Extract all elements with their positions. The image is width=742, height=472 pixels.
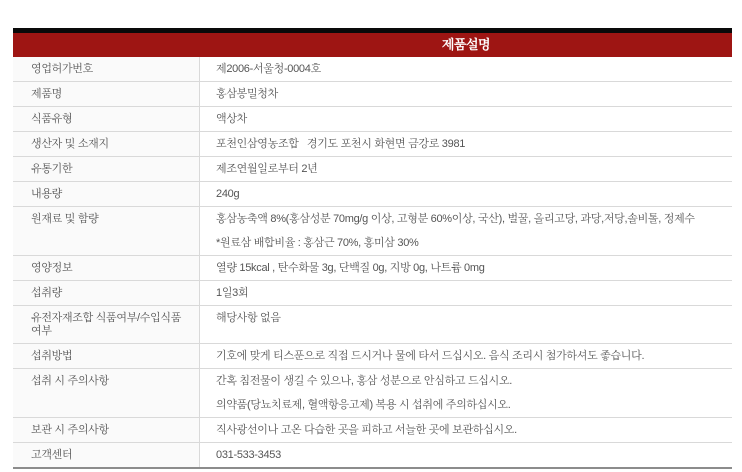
row-label: 내용량 [13, 182, 200, 206]
row-label: 섭취량 [13, 281, 200, 305]
table-row [13, 182, 732, 207]
row-value [200, 182, 732, 206]
table-row [13, 344, 732, 369]
row-value [200, 369, 732, 417]
row-value-line: 열량 15kcal , 탄수화물 3g, 단백질 0g, 지방 0g, 나트륨 0mg [216, 262, 485, 274]
table-row [13, 157, 732, 182]
row-value [200, 443, 732, 467]
row-value-line: 의약품(당뇨치료제, 혈액항응고제) 복용 시 섭취에 주의하십시오. [216, 399, 511, 411]
row-value [200, 157, 732, 181]
row-value [200, 256, 732, 280]
table-row [13, 207, 732, 256]
row-label: 식품유형 [13, 107, 200, 131]
row-label: 영업허가번호 [13, 57, 200, 81]
product-description-table [13, 28, 732, 469]
row-label: 영양정보 [13, 256, 200, 280]
table-row [13, 369, 732, 418]
row-value [200, 207, 732, 255]
table-row [13, 418, 732, 443]
row-value-line: 홍삼봉밀청차 [216, 88, 278, 100]
table-row [13, 82, 732, 107]
row-value [200, 107, 732, 131]
row-label: 유통기한 [13, 157, 200, 181]
row-value-line: 1일3회 [216, 287, 249, 299]
row-value [200, 132, 732, 156]
table-row [13, 256, 732, 281]
row-label: 보관 시 주의사항 [13, 418, 200, 442]
row-value-line: 기호에 맞게 티스푼으로 직접 드시거나 물에 타서 드십시오. 음식 조리시 첨가하셔도 좋습니다. [216, 350, 645, 362]
row-label: 고객센터 [13, 443, 200, 467]
row-value-line: 제조연월일로부터 2년 [216, 163, 318, 175]
table-row [13, 443, 732, 467]
row-value-line: 직사광선이나 고온 다습한 곳을 피하고 서늘한 곳에 보관하십시오. [216, 424, 517, 436]
row-value [200, 281, 732, 305]
row-value-line: 액상차 [216, 113, 247, 125]
row-value-line: 제2006-서울청-0004호 [216, 63, 321, 75]
row-value-line: 240g [216, 188, 240, 200]
table-row [13, 107, 732, 132]
table-row [13, 281, 732, 306]
table-bottom-bar [13, 467, 732, 469]
row-label: 제품명 [13, 82, 200, 106]
row-label: 유전자재조합 식품여부/수입식품여부 [13, 306, 200, 343]
row-value-line: *원료삼 배합비율 : 홍삼근 70%, 홍미삼 30% [216, 237, 419, 249]
table-row [13, 132, 732, 157]
table-row [13, 306, 732, 344]
table-title: 제품설명 [441, 37, 491, 52]
row-value-line: 간혹 침전물이 생길 수 있으나, 홍삼 성분으로 안심하고 드십시오. [216, 375, 513, 387]
row-value-line: 031-533-3453 [216, 449, 281, 461]
table-row [13, 57, 732, 82]
row-value [200, 82, 732, 106]
row-value [200, 344, 732, 368]
row-label: 섭취 시 주의사항 [13, 369, 200, 417]
table-rows [13, 57, 732, 467]
table-header [13, 33, 732, 57]
row-label: 원재료 및 함량 [13, 207, 200, 255]
row-value [200, 306, 732, 343]
row-value [200, 418, 732, 442]
row-value-line: 해당사항 없음 [216, 312, 281, 324]
row-value [200, 57, 732, 81]
row-label: 생산자 및 소재지 [13, 132, 200, 156]
row-value-line: 포천인삼영농조합 경기도 포천시 화현면 금강로 3981 [216, 138, 466, 150]
row-label: 섭취방법 [13, 344, 200, 368]
row-value-line: 홍삼농축액 8%(홍삼성분 70mg/g 이상, 고형분 60%이상, 국산), 벌꿀, 올리고당, 과당,저당,솔비톨, 정제수 [216, 213, 695, 225]
